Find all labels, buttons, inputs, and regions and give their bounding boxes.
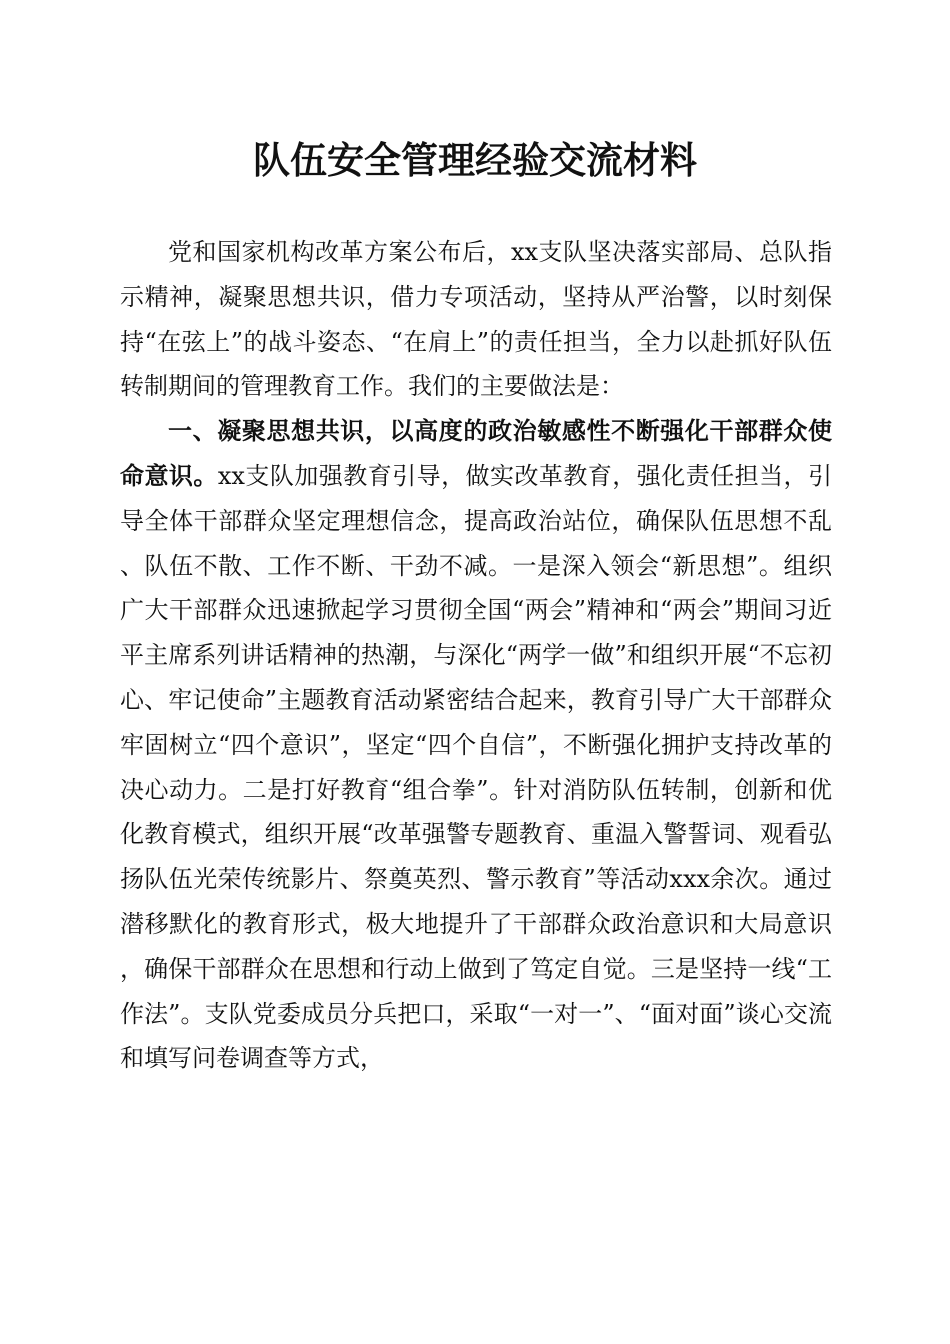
document-title: 队伍安全管理经验交流材料	[253, 138, 697, 182]
intro-paragraph: 党和国家机构改革方案公布后，xx支队坚决落实部局、总队指示精神，凝聚思想共识，借力专项活动，坚持从严治警，以时刻保持“在弦上”的战斗姿态、“在肩上”的责任担当，全力以赴抓好队伍转制期间的管理教育工作。我们的主要做法是：	[120, 238, 832, 401]
section-1-body: xx支队加强教育引导，做实改革教育，强化责任担当，引导全体干部群众坚定理想信念，提高政治站位，确保队伍思想不乱、队伍不散、工作不断、干劲不减。一是深入领会“新思想”。组织广大干部群众迅速掀起学习贯彻全国“两会”精神和“两会”期间习近平主席系列讲话精神的热潮，与深化“两学一做”和组织开展“不忘初心、牢记使命”主题教育活动紧密结合起来，教育引导广大干部群众牢固树立“四个意识”，坚定“四个自信”，不断强化拥护支持改革的决心动力。二是打好教育“组合拳”。针对消防队伍转制，创新和优化教育模式，组织开展“改革强警专题教育、重温入警誓词、观看弘扬队伍光荣传统影片、祭奠英烈、警示教育”等活动xxx余次。通过潜移默化的教育形式，极大地提升了干部群众政治意识和大局意识，确保干部群众在思想和行动上做到了笃定自觉。三是坚持一线“工作法”。支队党委成员分兵把口，采取“一对一”、“面对面”谈心交流和填写问卷调查等方式，	[120, 461, 833, 1073]
document-body	[120, 230, 832, 1081]
section-1-paragraph	[120, 409, 832, 1081]
section-1-heading: 一、凝聚思想共识，以高度的政治敏感性不断强化干部群众使命意识。	[120, 417, 832, 490]
